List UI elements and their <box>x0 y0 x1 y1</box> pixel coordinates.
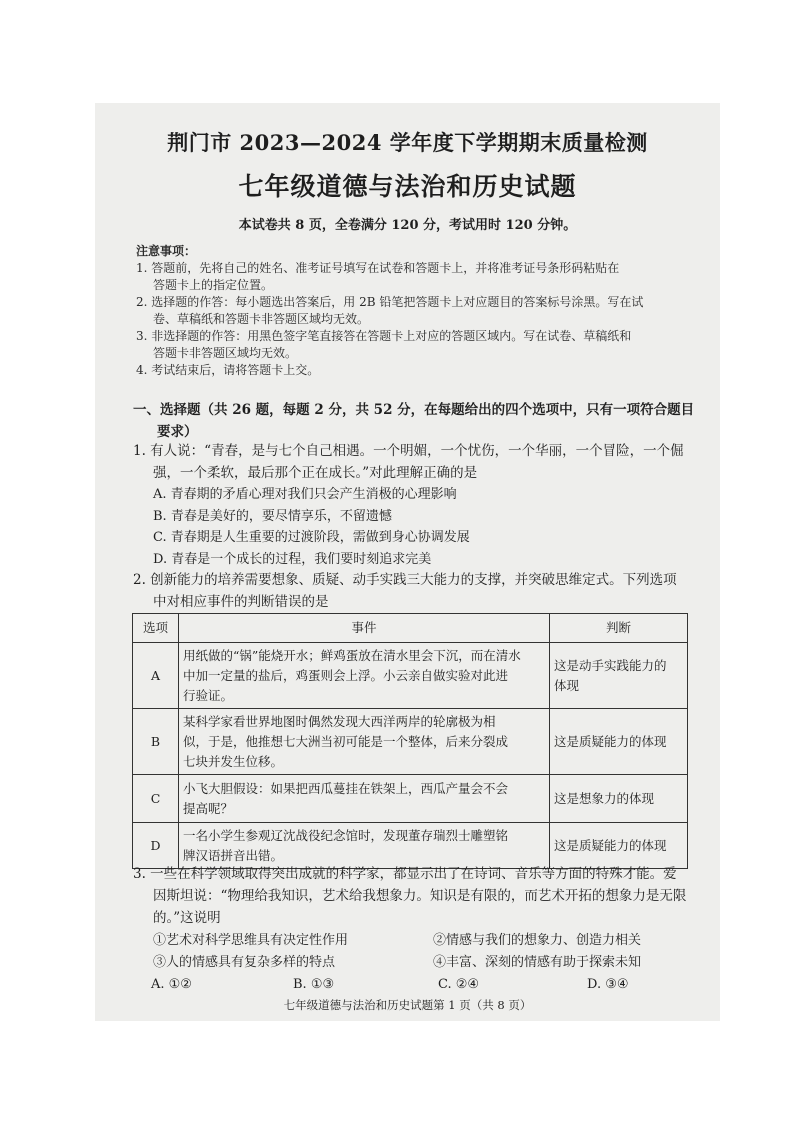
q3-choice-d: D. ③④ <box>587 977 629 992</box>
table-header-judge: 判断 <box>550 614 688 643</box>
row-judge: 这是质疑能力的体现 <box>550 709 688 775</box>
row-option-label: B <box>133 709 179 775</box>
event-line: 牌汉语拼音出错。 <box>183 847 284 863</box>
q3-choice-b: B. ①③ <box>293 977 335 992</box>
paper-title: 七年级道德与法治和历史试题 <box>238 172 577 201</box>
notice-line: 答题卡非答题区域均无效。 <box>153 346 298 360</box>
row-option-label: C <box>133 775 179 823</box>
row-event <box>179 643 550 709</box>
section-heading: 一、选择题（共 26 题，每题 2 分，共 52 分，在每题给出的四个选项中，只有一项符合题目 <box>133 402 695 418</box>
q3-stem-cont: 因斯坦说：“物理给我知识，艺术给我想象力。知识是有限的，而艺术开拓的想象力是无限 <box>153 888 687 904</box>
event-line: 用纸做的“锅”能烧开水；鲜鸡蛋放在清水里会下沉，而在清水 <box>183 647 521 663</box>
event-line: 似，于是，他推想七大洲当初可能是一个整体，后来分裂成 <box>183 733 509 749</box>
table-header-option: 选项 <box>133 614 179 643</box>
table-row <box>133 775 688 823</box>
q3-choice-c: C. ②④ <box>438 977 480 992</box>
row-judge <box>550 643 688 709</box>
notice-line: 答题卡上的指定位置。 <box>153 278 274 292</box>
event-line: 一名小学生参观辽沈战役纪念馆时，发现董存瑞烈士雕塑铭 <box>183 827 509 843</box>
q1-option-b: B. 青春是美好的，要尽情享乐，不留遗憾 <box>153 509 392 524</box>
table-header-event: 事件 <box>179 614 550 643</box>
notice-heading: 注意事项： <box>136 244 197 258</box>
event-line: 行验证。 <box>183 687 234 703</box>
q1-option-c: C. 青春期是人生重要的过渡阶段，需做到身心协调发展 <box>153 530 470 545</box>
q3-choice-a: A. ①② <box>151 977 192 992</box>
notice-line: 3. 非选择题的作答：用黑色签字笔直接答在答题卡上对应的答题区域内。写在试卷、草稿纸和 <box>136 329 632 343</box>
page-footer: 七年级道德与法治和历史试题第 1 页（共 8 页） <box>283 998 532 1012</box>
exam-paper-sheet <box>95 103 720 1021</box>
exam-title: 荆门市 2023—2024 学年度下学期期末质量检测 <box>167 130 648 155</box>
q3-stem: 3. 一些在科学领域取得突出成就的科学家，都显示出了在诗词、音乐等方面的特殊才能。爱 <box>133 866 677 882</box>
section-heading-cont: 要求） <box>157 424 198 440</box>
table-row <box>133 643 688 709</box>
q3-statement-4: ④丰富、深刻的情感有助于探索未知 <box>433 955 642 970</box>
event-line: 中加一定量的盐后，鸡蛋则会上浮。小云亲自做实验对此进 <box>183 667 509 683</box>
notice-line: 卷、草稿纸和答题卡非答题区域均无效。 <box>153 312 370 326</box>
row-judge: 这是质疑能力的体现 <box>550 823 688 869</box>
q3-statement-3: ③人的情感具有复杂多样的特点 <box>153 955 336 970</box>
q2-table <box>132 613 688 869</box>
q3-statement-1: ①艺术对科学思维具有决定性作用 <box>153 933 349 948</box>
q3-stem-cont: 的。”这说明 <box>153 910 221 926</box>
event-line: 小飞大胆假设：如果把西瓜蔓挂在铁架上，西瓜产量会不会 <box>183 780 509 796</box>
judge-line: 这是动手实践能力的 <box>554 657 667 673</box>
notice-line: 4. 考试结束后，请将答题卡上交。 <box>136 363 320 377</box>
judge-line: 体现 <box>554 677 580 693</box>
table-row <box>133 709 688 775</box>
row-event <box>179 709 550 775</box>
row-judge: 这是想象力的体现 <box>550 775 688 823</box>
q2-stem-cont: 中对相应事件的判断错误的是 <box>153 594 329 610</box>
notice-line: 1. 答题前，先将自己的姓名、准考证号填写在试卷和答题卡上，并将准考证号条形码粘贴在 <box>136 261 620 275</box>
notice-line: 2. 选择题的作答：每小题选出答案后，用 2B 铅笔把答题卡上对应题目的答案标号涂黑。写在试 <box>136 295 644 309</box>
row-option-label: D <box>133 823 179 869</box>
event-line: 提高呢？ <box>183 800 234 816</box>
row-event <box>179 823 550 869</box>
q3-statement-2: ②情感与我们的想象力、创造力相关 <box>433 933 642 948</box>
q1-stem-cont: 强，一个柔软，最后那个正在成长。”对此理解正确的是 <box>153 465 478 481</box>
q2-stem: 2. 创新能力的培养需要想象、质疑、动手实践三大能力的支撑，并突破思维定式。下列选项 <box>133 572 677 588</box>
event-line: 七块并发生位移。 <box>183 753 284 769</box>
q1-stem: 1. 有人说：“青春，是与七个自己相遇。一个明媚，一个忧伤，一个华丽，一个冒险，一个倔 <box>133 443 684 459</box>
row-event <box>179 775 550 823</box>
q1-option-d: D. 青春是一个成长的过程，我们要时刻追求完美 <box>153 552 432 567</box>
event-line: 某科学家看世界地图时偶然发现大西洋两岸的轮廓极为相 <box>183 713 496 729</box>
q1-option-a: A. 青春期的矛盾心理对我们只会产生消极的心理影响 <box>153 487 457 502</box>
table-row <box>133 823 688 869</box>
row-option-label: A <box>133 643 179 709</box>
paper-info: 本试卷共 8 页，全卷满分 120 分，考试用时 120 分钟。 <box>238 218 577 233</box>
table-header-row <box>133 614 688 643</box>
